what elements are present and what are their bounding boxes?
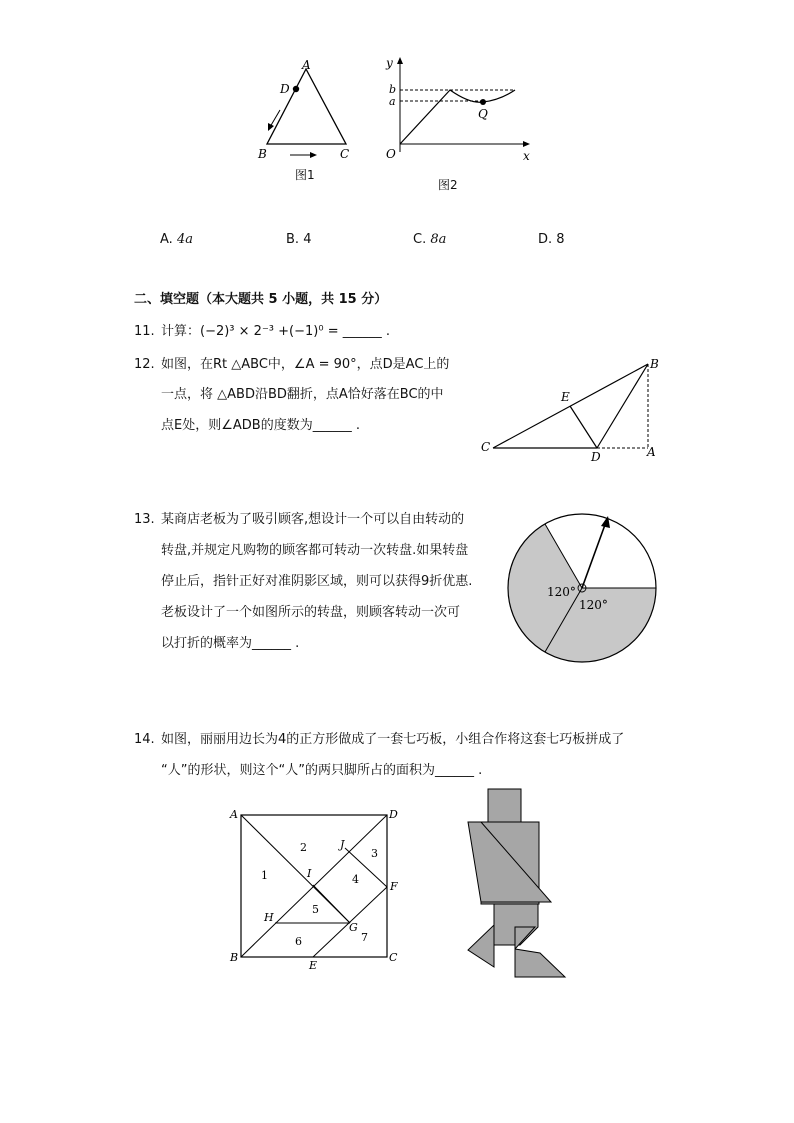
label-d: D: [591, 450, 601, 464]
label-j: J: [340, 838, 345, 851]
q14-tangram-square: [225, 805, 405, 970]
x-axis-arrow-icon: [523, 141, 530, 147]
label-b: B: [650, 357, 659, 371]
q12-line-2: 一点，将 △ABD沿BD翻折，点A恰好落在BC的中: [161, 387, 444, 402]
label-q: Q: [478, 107, 488, 121]
section-heading: 二、填空题（本大题共 5 小题，共 15 分）: [134, 292, 388, 307]
arrowhead-icon: [310, 152, 317, 158]
y-axis-arrow-icon: [397, 57, 403, 64]
q12-figure: [475, 352, 665, 464]
triangle-abc: [267, 69, 346, 144]
q13-line-3: 停止后，指针正好对准阴影区域，则可以获得9折优惠.: [161, 574, 473, 589]
q13-spinner-figure: [505, 512, 661, 666]
point-d-dot: [293, 86, 299, 92]
option-letter: D.: [538, 232, 553, 247]
option-value: 8: [556, 232, 565, 247]
piece-label-2: 2: [300, 841, 307, 854]
q12-number: 12.: [134, 357, 155, 372]
label-a: A: [230, 808, 238, 821]
option-value: 4a: [176, 232, 193, 247]
figure-2-caption: 图2: [438, 178, 458, 192]
piece-label-4: 4: [352, 873, 359, 886]
label-c: C: [389, 951, 398, 964]
option-a: [160, 230, 193, 250]
label-i: I: [307, 867, 312, 880]
q11-text: 计算：(−2)³ × 2⁻³ +(−1)⁰ = ______ .: [161, 324, 390, 339]
piece-label-1: 1: [261, 869, 268, 882]
pointer-needle: [582, 522, 606, 588]
label-a: A: [302, 58, 311, 72]
q13-line-4: 老板设计了一个如图所示的转盘，则顾客转动一次可: [161, 605, 461, 620]
label-h: H: [264, 911, 274, 924]
figure-2-graph: [375, 52, 535, 167]
leg-small-triangle: [515, 927, 535, 949]
label-x: x: [523, 149, 530, 163]
back-foot-triangle: [468, 925, 494, 967]
q13-line-5: 以打折的概率为______ .: [161, 636, 300, 651]
label-c: C: [340, 147, 350, 161]
label-d: D: [280, 82, 290, 96]
piece-label-6: 6: [295, 935, 302, 948]
arrow-down-left-icon: [270, 110, 280, 127]
piece-label-5: 5: [312, 903, 319, 916]
label-g: G: [349, 921, 358, 934]
q13-number: 13.: [134, 512, 155, 527]
q14-number: 14.: [134, 732, 155, 747]
option-b: [286, 230, 311, 250]
segment-ed: [570, 406, 597, 448]
point-q-dot: [480, 99, 486, 105]
angle-label-2: 120°: [579, 598, 608, 612]
option-letter: A.: [160, 232, 173, 247]
label-e: E: [561, 390, 570, 404]
option-letter: B.: [286, 232, 300, 247]
function-curve: [400, 90, 515, 144]
q13-line-1: 某商店老板为了吸引顾客,想设计一个可以自由转动的: [161, 512, 465, 527]
label-e: E: [309, 959, 318, 970]
label-c: C: [481, 440, 491, 454]
label-b: B: [230, 951, 239, 964]
label-b: B: [258, 147, 267, 161]
head-square: [488, 789, 521, 822]
option-value: 8a: [430, 232, 447, 247]
label-o: O: [386, 147, 396, 161]
q14-line-1: 如图，丽丽用边长为4的正方形做成了一套七巧板，小组合作将这套七巧板拼成了: [161, 732, 625, 747]
q12-line-1: 如图，在Rt △ABC中，∠A = 90°，点D是AC上的: [161, 357, 450, 372]
q12-line-3: 点E处，则∠ADB的度数为______ .: [161, 418, 360, 433]
arrowhead-icon: [268, 123, 274, 131]
option-c: [413, 230, 446, 250]
label-b: b: [389, 83, 397, 96]
angle-label-1: 120°: [547, 585, 576, 599]
piece-label-7: 7: [361, 931, 368, 944]
piece-label-3: 3: [371, 847, 378, 860]
option-d: [538, 230, 565, 250]
figure-1-caption: 图1: [295, 168, 315, 182]
option-letter: C.: [413, 232, 427, 247]
label-a: A: [647, 445, 656, 459]
option-value: 4: [303, 232, 312, 247]
label-f: F: [390, 880, 398, 893]
label-d: D: [389, 808, 398, 821]
label-a: a: [389, 95, 396, 108]
q14-tangram-person: [460, 785, 570, 980]
q11-number: 11.: [134, 324, 155, 339]
q14-line-2: “人”的形状，则这个“人”的两只脚所占的面积为______ .: [161, 763, 483, 778]
q13-line-2: 转盘,并规定凡购物的顾客都可转动一次转盘.如果转盘: [161, 543, 469, 558]
label-y: y: [386, 56, 393, 70]
segment-bd: [597, 364, 648, 448]
front-foot-triangle: [515, 949, 565, 977]
